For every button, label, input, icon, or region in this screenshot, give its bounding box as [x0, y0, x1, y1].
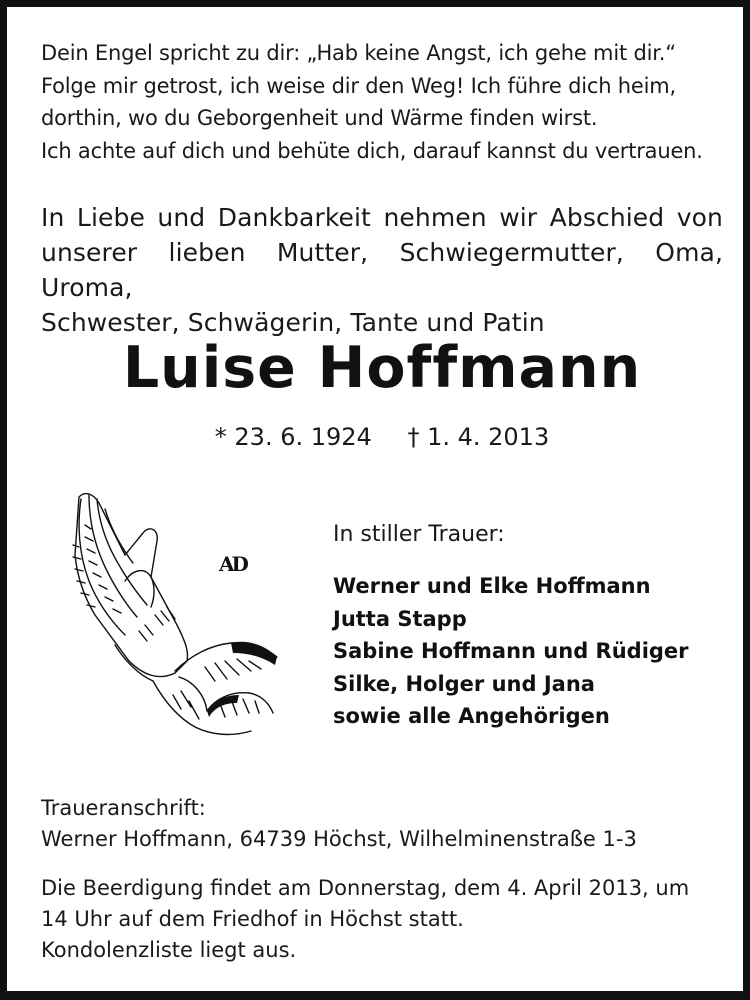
- intro-line: Schwester, Schwägerin, Tante und Patin: [41, 308, 545, 337]
- mourner-entry: Werner und Elke Hoffmann: [333, 574, 651, 598]
- address-label: Traueranschrift:: [41, 796, 206, 820]
- address-text: Werner Hoffmann, 64739 Höchst, Wilhelminenstraße 1-3: [41, 827, 637, 851]
- intro-line: unserer lieben Mutter, Schwiegermutter, Oma, Uroma,: [41, 238, 723, 302]
- funeral-line: 14 Uhr auf dem Friedhof in Höchst statt.: [41, 907, 464, 931]
- mourning-heading: In stiller Trauer:: [333, 522, 505, 547]
- duerer-monogram: AD: [219, 552, 246, 576]
- deceased-name: Luise Hoffmann: [122, 335, 642, 401]
- birth-date: * 23. 6. 1924: [214, 423, 372, 451]
- mourner-entry: Silke, Holger und Jana: [333, 671, 595, 696]
- funeral-line: Die Beerdigung findet am Donnerstag, dem 4. April 2013, um: [41, 876, 690, 900]
- verse-line: Folge mir getrost, ich weise dir den Weg! Ich führe dich heim,: [41, 73, 676, 98]
- death-date: † 1. 4. 2013: [407, 423, 550, 451]
- mourner-entry: sowie alle Angehörigen: [333, 704, 610, 728]
- funeral-line: Kondolenzliste liegt aus.: [41, 938, 297, 962]
- mourner-entry: Jutta Stapp: [333, 606, 467, 631]
- mourner-entry: Sabine Hoffmann und Rüdiger: [333, 639, 689, 663]
- funeral-info: [41, 873, 731, 966]
- praying-hands-icon: [55, 485, 285, 743]
- life-dates: [7, 423, 750, 451]
- mourning-address: [41, 793, 731, 855]
- mourners-list: [333, 570, 689, 733]
- farewell-intro: [41, 200, 723, 340]
- intro-line: In Liebe und Dankbarkeit nehmen wir Abschied von: [41, 203, 723, 232]
- verse: [41, 37, 731, 167]
- verse-line: Dein Engel spricht zu dir: „Hab keine Angst, ich gehe mit dir.“: [41, 41, 676, 65]
- verse-line: dorthin, wo du Geborgenheit und Wärme finden wirst.: [41, 106, 598, 130]
- verse-line: Ich achte auf dich und behüte dich, darauf kannst du vertrauen.: [41, 138, 703, 163]
